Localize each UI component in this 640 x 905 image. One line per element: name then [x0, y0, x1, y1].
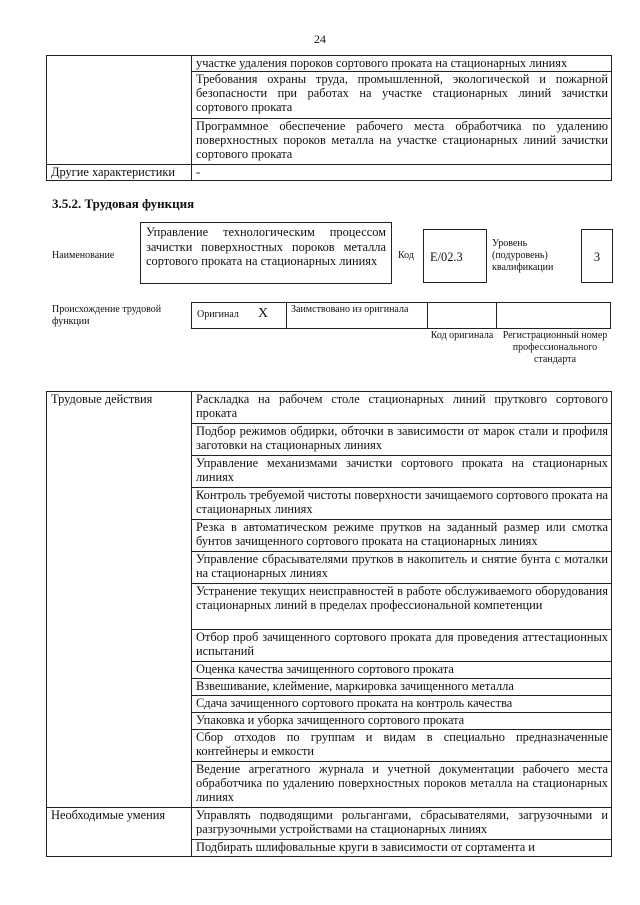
original-mark: X: [258, 306, 269, 321]
table-row: [47, 392, 612, 424]
skill-item: Управлять подводящими рольгангами, сбрасывателями, загрузочными и разгрузочными устройствами на стационарных линиях: [192, 808, 612, 840]
table-cell: Требования охраны труда, промышленной, экологической и пожарной безопасности при работах на участке стационарных линий зачистки сортового проката: [192, 72, 612, 119]
code-box: [423, 229, 487, 283]
labor-action-item: Управление механизмами зачистки сортового проката на стационарных линиях: [192, 456, 612, 488]
table-row: [47, 56, 612, 72]
page-number: 24: [314, 32, 326, 46]
labor-action-item: Отбор проб зачищенного сортового проката для проведения аттестационных испытаний: [192, 630, 612, 662]
table-cell-label: [47, 56, 192, 165]
labor-action-item: Взвешивание, клеймение, маркировка зачищенного металла: [192, 679, 612, 696]
labor-action-item: Оценка качества зачищенного сортового проката: [192, 662, 612, 679]
table-cell: участке удаления пороков сортового проката на стационарных линиях: [192, 56, 612, 72]
labor-action-item: Подбор режимов обдирки, обточки в зависимости от марок стали и профиля заготовки на стационарных линиях: [192, 424, 612, 456]
code-value: E/02.3: [430, 250, 463, 264]
main-table: [46, 391, 612, 857]
section-heading: 3.5.2. Трудовая функция: [52, 196, 195, 211]
labor-actions-label: Трудовые действия: [47, 392, 192, 808]
borrowed-label: Заимствовано из оригинала: [291, 304, 409, 315]
labor-action-item: Упаковка и уборка зачищенного сортового проката: [192, 713, 612, 730]
level-value: 3: [593, 250, 601, 264]
labor-action-item: Управление сбрасывателями прутков в накопитель и снятие бунта с моталки на стационарных линиях: [192, 552, 612, 584]
table-row: [47, 808, 612, 840]
original-label: Оригинал: [197, 309, 239, 320]
borrowed-cell: [287, 303, 428, 328]
top-table: [46, 55, 612, 181]
origin-box: [191, 302, 611, 329]
code-original-cell: [428, 303, 497, 328]
name-label: Наименование: [52, 250, 115, 261]
table-cell-label: Другие характеристики: [47, 165, 192, 181]
code-label: Код: [398, 250, 414, 261]
labor-action-item: Резка в автоматическом режиме прутков на заданный размер или смотка бунтов зачищенного сортового проката на стационарных линиях: [192, 520, 612, 552]
labor-action-item: Сдача зачищенного сортового проката на контроль качества: [192, 696, 612, 713]
level-box: [581, 229, 613, 283]
table-cell: -: [192, 165, 612, 181]
labor-action-item: Сбор отходов по группам и видам в специально предназначенные контейнеры и емкости: [192, 730, 612, 762]
labor-action-item: Раскладка на рабочем столе стационарных линий прутковго сортового проката: [192, 392, 612, 424]
origin-label: Происхождение трудовой функции: [52, 304, 162, 327]
level-label: Уровень (подуровень) квалификации: [492, 238, 554, 273]
reg-number-caption: Регистрационный номер профессионального стандарта: [502, 330, 608, 365]
function-name: Управление технологическим процессом зачистки поверхностных пороков металла сортового проката на стационарных линиях: [146, 225, 386, 268]
original-cell: [192, 303, 287, 328]
labor-action-item: Ведение агрегатного журнала и учетной документации рабочего места обработчика по удалению поверхностных пороков металла на стационарных линиях: [192, 762, 612, 808]
function-name-box: [140, 222, 392, 284]
skill-item: Подбирать шлифовальные круги в зависимости от сортамента и: [192, 840, 612, 857]
table-row: [47, 165, 612, 181]
table-cell: Программное обеспечение рабочего места обработчика по удалению поверхностных пороков металла на участке стационарных линий зачистки сортового проката: [192, 119, 612, 165]
code-original-caption: Код оригинала: [430, 330, 494, 341]
labor-action-item: Устранение текущих неисправностей в работе обслуживаемого оборудования стационарных линий в пределах профессиональной компетенции: [192, 584, 612, 630]
skills-label: Необходимые умения: [47, 808, 192, 857]
labor-action-item: Контроль требуемой чистоты поверхности зачищаемого сортового проката на стационарных линиях: [192, 488, 612, 520]
